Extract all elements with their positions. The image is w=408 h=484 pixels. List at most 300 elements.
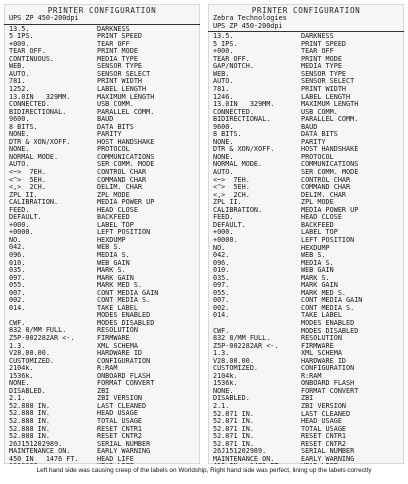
config-value: NORMAL MODE. [213, 161, 263, 169]
config-row [208, 63, 404, 71]
config-row [4, 229, 200, 237]
config-value: WEB. [9, 63, 26, 71]
config-key [97, 463, 200, 464]
config-key: PRINT MODE [97, 48, 138, 56]
config-row [208, 350, 404, 358]
config-key: MODES DISABLED [97, 319, 155, 327]
config-key: MAXIMUM LENGTH [301, 101, 359, 109]
config-value: WEB. [213, 70, 230, 78]
config-value: AUTO. [9, 70, 30, 78]
config-key: PRINT MODE [301, 55, 342, 63]
config-key: LAST CLEANED [97, 402, 147, 410]
config-row [208, 237, 404, 245]
config-key: MEDIA POWER UP [97, 199, 155, 207]
config-key: BAUD [301, 123, 318, 131]
config-row [4, 441, 200, 449]
config-key: R:RAM [97, 365, 118, 373]
config-value: 014. [9, 304, 26, 312]
config-key: MARK MED S. [97, 282, 143, 290]
config-row [208, 343, 404, 351]
config-row [208, 199, 404, 207]
config-value: 1246. [213, 93, 234, 101]
config-key: HEAD USAGE [97, 410, 138, 418]
config-value: 1.3. [9, 342, 26, 350]
config-value: 014. [213, 312, 230, 320]
config-value: 52.888 IN. [9, 410, 50, 418]
config-value: <^> 5EH. [213, 184, 250, 192]
config-value: V28.00.00. [9, 350, 50, 358]
config-row [4, 139, 200, 147]
config-row [4, 418, 200, 426]
config-key: LEFT POSITION [301, 236, 355, 244]
config-value: FEED. [9, 206, 30, 214]
config-key: RESET CNTR1 [301, 433, 347, 441]
config-key: ONBOARD FLASH [301, 380, 355, 388]
config-key: MARK GAIN [97, 274, 134, 282]
config-key: MAXIMUM LENGTH [97, 93, 155, 101]
config-row [4, 350, 200, 358]
config-key: FIRMWARE [97, 335, 130, 343]
config-value: +000. [9, 40, 30, 48]
config-key: HOST HANDSHAKE [301, 146, 359, 154]
config-row [4, 71, 200, 79]
config-value: TEAR OFF. [9, 48, 46, 56]
config-key: HEAD CLOSE [97, 206, 138, 214]
config-row [4, 260, 200, 268]
config-row [4, 448, 200, 456]
config-value: <~> 7EH. [213, 176, 250, 184]
config-key: CONFIGURATION [97, 357, 151, 365]
config-row [4, 426, 200, 434]
config-value: CUSTOMIZED. [213, 365, 259, 373]
config-key: LEFT POSITION [97, 229, 151, 237]
config-key: SENSOR SELECT [301, 78, 355, 86]
config-row [4, 86, 200, 94]
config-row [208, 373, 404, 381]
config-row [4, 146, 200, 154]
config-key: HEAD USAGE [301, 418, 342, 426]
config-row [4, 116, 200, 124]
config-key: COMMUNICATIONS [301, 161, 359, 169]
config-row [4, 290, 200, 298]
config-value: DISABLED. [9, 387, 46, 395]
config-key: XML SCHEMA [97, 342, 138, 350]
config-value: 042. [9, 244, 26, 252]
config-key: COMMUNICATIONS [97, 153, 155, 161]
config-value: 055. [213, 289, 230, 297]
config-row [4, 56, 200, 64]
config-row [4, 410, 200, 418]
config-value: ZPL II. [9, 191, 38, 199]
config-value: 52.888 IN. [9, 402, 50, 410]
right-config-printout [208, 4, 404, 464]
config-key: TOTAL USAGE [301, 425, 347, 433]
config-value: <,> 2CH. [213, 191, 250, 199]
config-row [208, 463, 404, 464]
config-key: CONTROL CHAR [97, 168, 147, 176]
config-value: Z5P-002282AR <-. [213, 342, 279, 350]
config-key: RESET CNTR2 [301, 440, 347, 448]
config-value: NONE. [213, 153, 234, 161]
config-key: TEAR OFF [97, 40, 130, 48]
config-key [301, 463, 404, 464]
config-row [4, 252, 200, 260]
config-row [208, 78, 404, 86]
config-row [208, 441, 404, 449]
config-value: NONE. [213, 138, 234, 146]
config-key: MEDIA S. [97, 252, 130, 259]
config-value: 26J151202989. [9, 440, 63, 448]
config-key: DATA BITS [97, 123, 134, 131]
config-value: 8 BITS. [9, 123, 38, 131]
config-value: 832 8/MM FULL. [213, 335, 271, 343]
config-row [208, 56, 404, 64]
config-value: CALIBRATION. [9, 199, 59, 207]
config-row [208, 124, 404, 132]
config-value: AUTO. [213, 169, 234, 177]
comparison-caption: Left hand side was causing creep of the labels on Worldship, Right hand side was perfect, lining up the labels correctly [36, 467, 372, 474]
config-value: CWF. [213, 327, 230, 335]
config-value: 52.888 IN. [9, 425, 50, 433]
config-value: 097. [9, 274, 26, 282]
config-row [4, 244, 200, 252]
config-value: 035. [213, 274, 230, 282]
config-value: 781. [9, 78, 26, 86]
config-value: 26J151202989. [213, 448, 267, 456]
config-value: 13.5. [9, 25, 30, 33]
config-value: <~> 7EH. [9, 168, 46, 176]
config-row [208, 41, 404, 49]
config-row [4, 192, 200, 200]
config-value: TEAR OFF. [213, 55, 250, 63]
config-row [4, 169, 200, 177]
config-row [208, 222, 404, 230]
config-key: MARK MED S. [301, 289, 347, 297]
config-value: DEFAULT. [9, 214, 42, 222]
config-row [4, 124, 200, 132]
config-key: CONT MEDIA S. [97, 297, 151, 305]
config-key: DARKNESS [301, 33, 334, 41]
config-row [208, 328, 404, 336]
config-value: 8 BITS. [213, 131, 242, 139]
config-key: PRINT WIDTH [97, 78, 143, 86]
config-key: MODES ENABLED [97, 312, 151, 320]
config-row [4, 26, 200, 34]
config-value: AUTO. [9, 161, 30, 169]
config-value: GAP/NOTCH. [213, 63, 254, 71]
config-value: ZPL II. [213, 199, 242, 207]
config-value: 010. [213, 267, 230, 275]
config-key: COMMAND CHAR [301, 184, 351, 192]
config-key: HARDWARE ID [301, 357, 347, 365]
config-row [4, 237, 200, 245]
left-config-rows [4, 26, 200, 464]
config-key: MEDIA TYPE [97, 55, 138, 63]
config-key: WEB GAIN [301, 267, 334, 275]
config-value: 096. [213, 259, 230, 267]
config-value: 13.0IN 329MM. [213, 101, 275, 109]
config-key: COMMAND CHAR [97, 176, 147, 184]
config-value: 055. [9, 282, 26, 290]
config-value: 52.871 IN. [213, 418, 254, 426]
config-row [4, 48, 200, 56]
config-key: MARK GAIN [301, 282, 338, 290]
config-value: 52.871 IN. [213, 410, 254, 418]
config-value: BIDIRECTIONAL. [213, 116, 271, 124]
config-row [4, 365, 200, 373]
config-value: CONNECTED. [9, 101, 50, 109]
config-value: 5 IPS. [9, 33, 34, 41]
config-row [4, 131, 200, 139]
config-key: CONTROL CHAR [301, 176, 351, 184]
config-key: PRINT SPEED [301, 40, 347, 48]
config-row [208, 192, 404, 200]
config-value: BIDIRECTIONAL. [9, 108, 67, 116]
config-value: 002. [9, 297, 26, 305]
config-value [9, 463, 97, 464]
config-row [4, 305, 200, 313]
config-row [4, 41, 200, 49]
config-key: MEDIA POWER UP [301, 206, 359, 214]
config-row [4, 395, 200, 403]
config-key: WEB S. [97, 244, 122, 252]
config-key: DATA BITS [301, 131, 338, 139]
config-row [208, 380, 404, 388]
config-value: CALIBRATION. [213, 206, 263, 214]
config-value: <^> 5EH. [9, 176, 46, 184]
config-value: 1536k. [213, 380, 238, 388]
config-key: PROTOCOL [301, 153, 334, 161]
config-row [208, 146, 404, 154]
config-row [4, 403, 200, 411]
config-value: CWF. [9, 319, 26, 327]
config-row [4, 101, 200, 109]
config-row [4, 177, 200, 185]
config-key: BACKFEED [301, 221, 334, 229]
config-key: RESOLUTION [301, 335, 342, 343]
config-value: NO. [9, 236, 22, 244]
config-value: 781. [213, 86, 230, 94]
config-key: LABEL TOP [97, 221, 134, 229]
config-value: 1252. [9, 85, 30, 93]
config-key: SENSOR TYPE [97, 63, 143, 71]
config-row [4, 94, 200, 102]
config-value [213, 463, 301, 464]
config-value: +0000. [213, 236, 238, 244]
config-row [208, 260, 404, 268]
config-key: PRINT SPEED [97, 33, 143, 41]
config-row [4, 109, 200, 117]
config-key: MODES ENABLED [301, 319, 355, 327]
config-value: +000. [213, 229, 234, 237]
config-value: 13.0IN 329MM. [9, 93, 71, 101]
config-row [208, 184, 404, 192]
config-value: CUSTOMIZED. [9, 357, 55, 365]
config-key: SENSOR SELECT [97, 70, 151, 78]
config-row [4, 327, 200, 335]
config-value: +000. [9, 221, 30, 229]
config-key: CONT MEDIA GAIN [301, 297, 363, 305]
config-row [208, 433, 404, 441]
config-row [4, 275, 200, 283]
config-row [208, 418, 404, 426]
config-key: FIRMWARE [301, 342, 334, 350]
config-key: HEAD CLOSE [301, 214, 342, 222]
config-row [208, 320, 404, 328]
config-row [208, 229, 404, 237]
config-row [4, 433, 200, 441]
config-key: BACKFEED [97, 214, 130, 222]
config-row [4, 207, 200, 215]
config-row [208, 154, 404, 162]
config-row [208, 267, 404, 275]
config-key: PRINT WIDTH [301, 86, 347, 94]
config-value [213, 320, 301, 328]
config-value: 096. [9, 252, 26, 259]
config-key: ZBI VERSION [301, 402, 347, 410]
config-key: PARALLEL COMM. [97, 108, 155, 116]
config-row [208, 395, 404, 403]
config-value: NONE. [9, 146, 30, 154]
config-key: HEXDUMP [97, 236, 126, 244]
config-value: DEFAULT. [213, 221, 246, 229]
config-row [208, 48, 404, 56]
config-value: 2104k. [213, 372, 238, 380]
config-key: USB COMM. [97, 101, 134, 109]
config-row [208, 207, 404, 215]
config-value [9, 312, 97, 320]
config-key: ZPL MODE [97, 191, 130, 199]
config-row [4, 380, 200, 388]
config-row [208, 358, 404, 366]
config-row [208, 101, 404, 109]
config-value: 2.1. [213, 402, 230, 410]
config-value: V28.00.00. [213, 357, 254, 365]
config-row [208, 109, 404, 117]
config-row [4, 267, 200, 275]
config-value: NONE. [9, 131, 30, 139]
config-key: R:RAM [301, 372, 322, 380]
config-value: CONNECTED. [213, 108, 254, 116]
config-row [4, 33, 200, 41]
config-key: TOTAL USAGE [97, 418, 143, 426]
config-key: LABEL TOP [301, 229, 338, 237]
config-value: 010. [9, 259, 26, 267]
config-row [208, 305, 404, 313]
config-row [208, 388, 404, 396]
config-row [208, 365, 404, 373]
config-key: TEAR OFF [301, 48, 334, 56]
config-key: RESOLUTION [97, 327, 138, 335]
config-row [4, 373, 200, 381]
config-row [4, 320, 200, 328]
config-row [4, 222, 200, 230]
config-key: LAST CLEANED [301, 410, 351, 418]
config-row [208, 214, 404, 222]
config-key: PARITY [301, 138, 326, 146]
config-value: 1.3. [213, 350, 230, 358]
config-value: DTR & XON/XOFF. [213, 146, 275, 154]
config-value: 5 IPS. [213, 40, 238, 48]
config-key: XML SCHEMA [301, 350, 342, 358]
config-row [208, 335, 404, 343]
config-value: MAINTENANCE ON. [213, 455, 275, 463]
config-value: 52.871 IN. [213, 425, 254, 433]
config-key: PARITY [97, 131, 122, 139]
config-value: 2.1. [9, 395, 26, 403]
config-row [208, 71, 404, 79]
config-key: WEB S. [301, 252, 326, 260]
config-key: MODES DISABLED [301, 327, 359, 335]
config-key: WEB GAIN [97, 259, 130, 267]
config-key: DELIM. CHAR [97, 184, 143, 192]
config-key: TAKE LABEL [301, 312, 342, 320]
config-key: EARLY WARNING [97, 448, 151, 456]
config-value: 13.5. [213, 33, 234, 41]
config-key: MEDIA TYPE [301, 63, 342, 71]
config-key: LABEL LENGTH [97, 85, 147, 93]
config-row [4, 463, 200, 464]
config-key: DELIM. CHAR [301, 191, 347, 199]
config-key: HEAD LIFE [97, 455, 134, 463]
config-key: RESET CNTR2 [97, 433, 143, 441]
config-key: ZBI VERSION [97, 395, 143, 403]
config-row [4, 154, 200, 162]
config-key: ZBI [97, 387, 110, 395]
config-row [208, 411, 404, 419]
config-value: 832 8/MM FULL. [9, 327, 67, 335]
config-value: 042. [213, 252, 230, 260]
config-row [4, 184, 200, 192]
config-value: 450 IN 1476 FT. [9, 455, 79, 463]
config-key: SENSOR TYPE [301, 70, 347, 78]
config-row [4, 214, 200, 222]
config-value: 002. [213, 304, 230, 312]
config-value: DISABLED. [213, 395, 250, 403]
config-value: MAINTENANCE ON. [9, 448, 71, 456]
config-value: 52.871 IN. [213, 440, 254, 448]
config-value: 9600. [213, 123, 234, 131]
config-value: NONE. [213, 387, 234, 395]
config-value: NONE. [9, 380, 30, 388]
config-row [208, 169, 404, 177]
config-value: +000. [213, 48, 234, 56]
config-key: TAKE LABEL [97, 304, 138, 312]
config-row [208, 312, 404, 320]
config-value: <,> 2CH. [9, 184, 46, 192]
config-row [4, 312, 200, 320]
config-row [208, 161, 404, 169]
config-row [4, 388, 200, 396]
right-config-rows [208, 33, 404, 464]
config-row [208, 275, 404, 283]
config-key: PARALLEL COMM. [301, 116, 359, 124]
config-value: 1536k. [9, 372, 34, 380]
config-key: CONT MEDIA S. [301, 304, 355, 312]
config-row [4, 358, 200, 366]
config-key: PROTOCOL [97, 146, 130, 154]
config-value: 9600. [9, 116, 30, 124]
config-key: USB COMM. [301, 108, 338, 116]
config-row [208, 94, 404, 102]
config-key: ZPL MODE [301, 199, 334, 207]
config-row [208, 131, 404, 139]
config-key: MARK S. [97, 267, 126, 275]
config-row [208, 448, 404, 456]
config-row [4, 343, 200, 351]
config-value: +0000. [9, 229, 34, 237]
config-key: HEXDUMP [301, 244, 330, 252]
